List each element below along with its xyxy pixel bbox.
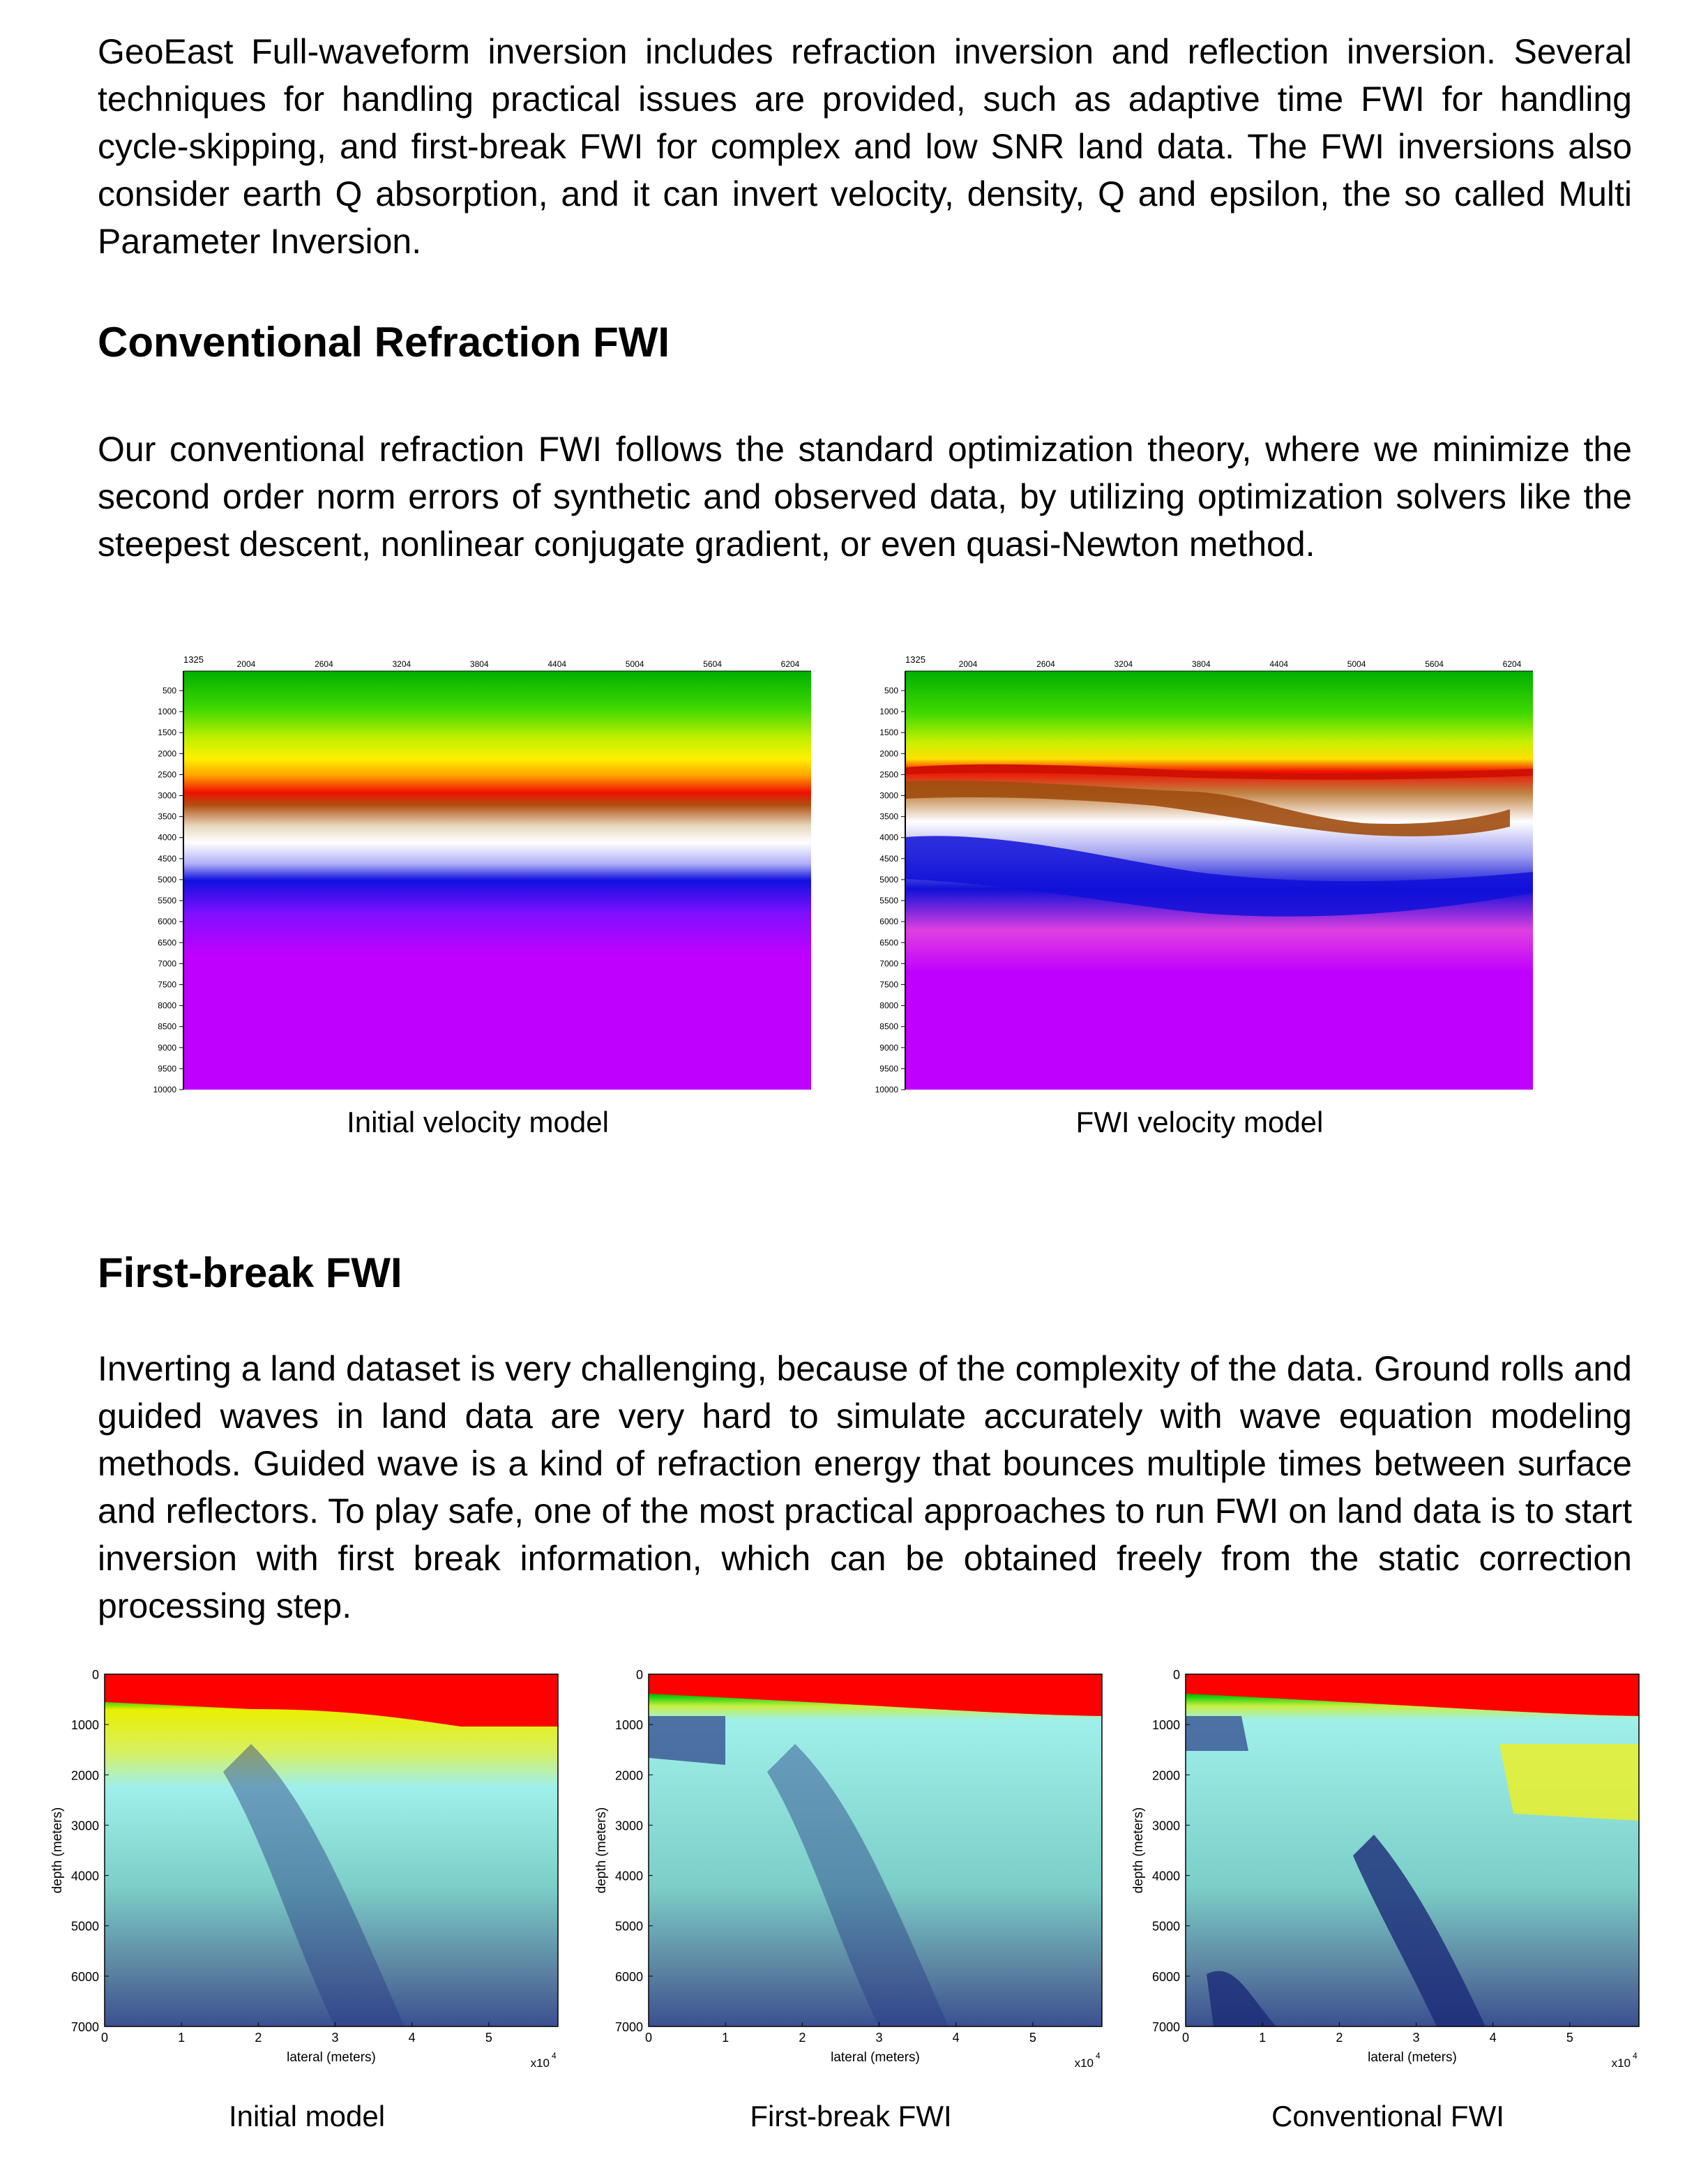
initial-velocity-model-image [139, 649, 816, 1102]
x-tick-label: 5004 [1347, 659, 1366, 669]
y-tick-label: 500 [162, 686, 176, 695]
x-tick-label: 2 [799, 2031, 806, 2045]
y-tick-label: 2000 [158, 748, 176, 759]
y-tick-label: 8500 [158, 1021, 176, 1032]
x-tick-label: 3204 [392, 659, 411, 669]
x-tick-label: 4404 [1269, 659, 1289, 669]
y-tick-label: 4000 [879, 832, 898, 843]
x-tick-label: 5604 [703, 659, 722, 669]
x-axis-label: lateral (meters) [1368, 2050, 1457, 2065]
y-tick-label: 2000 [1151, 1768, 1180, 1783]
x-tick-label: 1 [178, 2031, 186, 2045]
y-tick-label: 6000 [158, 917, 176, 927]
conventional-fwi-image [1123, 1660, 1653, 2086]
figure-caption: Initial model [228, 2100, 386, 2132]
figure-caption: Conventional FWI [1271, 2100, 1504, 2132]
y-tick-label: 4000 [1151, 1869, 1180, 1883]
y-tick-label: 10000 [875, 1085, 898, 1094]
y-tick-label: 3000 [1151, 1819, 1180, 1833]
y-tick-label: 0 [1172, 1668, 1180, 1682]
x-axis-label: lateral (meters) [287, 2050, 376, 2065]
y-tick-label: 0 [91, 1668, 99, 1682]
initial-velocity-model-figure [139, 649, 816, 1138]
x-axis-exponent: 4 [1096, 2051, 1101, 2061]
x-tick-label: 2604 [1036, 659, 1055, 669]
y-axis-label: depth (meters) [1131, 1807, 1146, 1894]
x-tick-label: 4404 [547, 659, 567, 669]
first-break-paragraph: Inverting a land dataset is very challenging, because of the complexity of the data. Ground rolls and guided waves in land data are very hard to simulate accurately with wave equation modeling methods. Guided wave is a kind of refraction energy that bounces multiple times between surface and reflectors. To play safe, one of the most practical approaches to run FWI on land data is to start inversion with first break information, which can be obtained freely from the static correction processing step. [98, 1349, 1632, 1625]
y-tick-label: 2000 [879, 748, 898, 759]
y-tick-label: 1000 [1151, 1718, 1180, 1733]
y-tick-label: 2500 [158, 769, 176, 780]
x-tick-label: 2004 [958, 659, 978, 669]
x-tick-label: 2004 [236, 659, 256, 669]
x-tick-label: 3804 [1191, 659, 1211, 669]
y-tick-label: 9500 [158, 1063, 176, 1074]
conventional-fwi-figure [1123, 1660, 1653, 2149]
x-tick-label: 5 [485, 2031, 492, 2045]
y-tick-label: 5000 [1151, 1919, 1180, 1934]
section-heading-first-break-fwi: First-break FWI [98, 1249, 402, 1296]
y-tick-label: 9000 [879, 1042, 898, 1053]
x-tick-label: 4 [952, 2031, 960, 2045]
fwi-velocity-model-figure [861, 649, 1538, 1138]
y-tick-label: 5000 [614, 1919, 643, 1934]
fwi-velocity-model-image [861, 649, 1538, 1102]
top-left-label: 1325 [905, 654, 925, 665]
y-tick-label: 8000 [879, 1000, 898, 1011]
y-tick-label: 6500 [879, 938, 898, 948]
x-tick-label: 6204 [780, 659, 800, 669]
y-tick-label: 1500 [158, 728, 176, 738]
x-axis-multiplier: x10 [1611, 2056, 1631, 2070]
y-tick-label: 5500 [879, 896, 898, 906]
y-tick-label: 5000 [879, 874, 898, 885]
x-tick-label: 2 [255, 2031, 262, 2045]
intro-paragraph: GeoEast Full-waveform inversion includes refraction inversion and reflection inversion. Several techniques for handling practical issues are provided, such as adaptive time FWI for handling cycle-skipping, and first-break FWI for complex and low SNR land data. The FWI inversions also consider earth Q absorption, and it can invert velocity, density, Q and epsilon, the so called Multi Parameter Inversion. [98, 32, 1632, 261]
conventional-refraction-paragraph: Our conventional refraction FWI follows the standard optimization theory, where we minimize the second order norm errors of synthetic and observed data, by utilizing optimization solvers like the steepest descent, nonlinear conjugate gradient, or even quasi-Newton method. [98, 430, 1632, 564]
x-tick-label: 5604 [1425, 659, 1444, 669]
y-tick-label: 3000 [70, 1819, 99, 1833]
y-tick-label: 7500 [879, 979, 898, 990]
y-tick-label: 4500 [158, 853, 176, 864]
first-break-fwi-image [586, 1660, 1116, 2086]
figure-caption: First-break FWI [750, 2100, 952, 2132]
x-tick-label: 4 [408, 2031, 416, 2045]
y-tick-label: 6000 [1151, 1969, 1180, 1984]
x-tick-label: 5 [1566, 2031, 1573, 2045]
section-heading-conventional-refraction-fwi: Conventional Refraction FWI [98, 319, 670, 366]
y-tick-label: 4000 [70, 1869, 99, 1883]
y-tick-label: 5500 [158, 896, 176, 906]
figure-caption: FWI velocity model [1075, 1106, 1324, 1138]
y-tick-label: 6000 [879, 917, 898, 927]
initial-model-figure [42, 1660, 572, 2149]
y-tick-label: 4000 [614, 1869, 643, 1883]
x-tick-label: 3804 [469, 659, 489, 669]
y-tick-label: 1000 [879, 707, 898, 717]
x-tick-label: 6204 [1502, 659, 1522, 669]
y-tick-label: 7000 [614, 2020, 643, 2034]
x-tick-label: 2 [1336, 2031, 1343, 2045]
y-tick-label: 7000 [158, 958, 176, 969]
y-tick-label: 3500 [879, 811, 898, 822]
x-tick-label: 1 [722, 2031, 730, 2045]
x-tick-label: 3 [875, 2031, 883, 2045]
first-break-fwi-figure [586, 1660, 1116, 2149]
x-tick-label: 0 [100, 2031, 109, 2045]
x-axis-multiplier: x10 [530, 2056, 550, 2070]
y-tick-label: 7000 [1151, 2020, 1180, 2034]
x-axis-exponent: 4 [552, 2051, 557, 2061]
top-left-label: 1325 [183, 654, 204, 665]
y-axis-label: depth (meters) [50, 1807, 65, 1894]
x-tick-label: 2604 [315, 659, 333, 669]
x-tick-label: 3 [1412, 2031, 1420, 2045]
y-tick-label: 2000 [70, 1768, 99, 1783]
y-tick-label: 4500 [879, 853, 898, 864]
y-tick-label: 3000 [614, 1819, 643, 1833]
y-tick-label: 8500 [879, 1021, 898, 1032]
y-tick-label: 6500 [158, 938, 176, 948]
y-tick-label: 6000 [614, 1969, 643, 1984]
y-axis-label: depth (meters) [594, 1807, 609, 1894]
initial-model-image [42, 1660, 572, 2086]
y-tick-label: 1000 [158, 707, 176, 717]
y-tick-label: 9500 [879, 1063, 898, 1074]
y-tick-label: 3000 [879, 790, 898, 801]
y-tick-label: 7000 [70, 2020, 99, 2034]
y-tick-label: 4000 [158, 832, 176, 843]
y-tick-label: 3000 [158, 790, 176, 801]
y-tick-label: 3500 [158, 811, 176, 822]
x-axis-exponent: 4 [1633, 2051, 1638, 2061]
x-tick-label: 3204 [1114, 659, 1133, 669]
x-tick-label: 4 [1489, 2031, 1497, 2045]
y-tick-label: 7000 [879, 958, 898, 969]
y-tick-label: 9000 [158, 1042, 176, 1053]
figure-caption: Initial velocity model [347, 1106, 609, 1138]
x-tick-label: 1 [1259, 2031, 1267, 2045]
x-axis-multiplier: x10 [1074, 2056, 1094, 2070]
x-tick-label: 0 [1181, 2031, 1190, 2045]
y-tick-label: 2500 [879, 769, 898, 780]
y-tick-label: 5000 [158, 874, 176, 885]
y-tick-label: 6000 [70, 1969, 99, 1984]
y-tick-label: 10000 [153, 1085, 176, 1094]
y-tick-label: 1000 [614, 1718, 643, 1733]
y-tick-label: 1500 [879, 728, 898, 738]
x-axis-label: lateral (meters) [831, 2050, 920, 2065]
y-tick-label: 7500 [158, 979, 176, 990]
y-tick-label: 1000 [70, 1718, 99, 1733]
x-tick-label: 5004 [625, 659, 644, 669]
y-tick-label: 0 [635, 1668, 643, 1682]
y-tick-label: 5000 [70, 1919, 99, 1934]
y-tick-label: 8000 [158, 1000, 176, 1011]
y-tick-label: 500 [884, 686, 898, 695]
x-tick-label: 0 [644, 2031, 653, 2045]
y-tick-label: 2000 [614, 1768, 643, 1783]
x-tick-label: 5 [1029, 2031, 1036, 2045]
x-tick-label: 3 [331, 2031, 339, 2045]
